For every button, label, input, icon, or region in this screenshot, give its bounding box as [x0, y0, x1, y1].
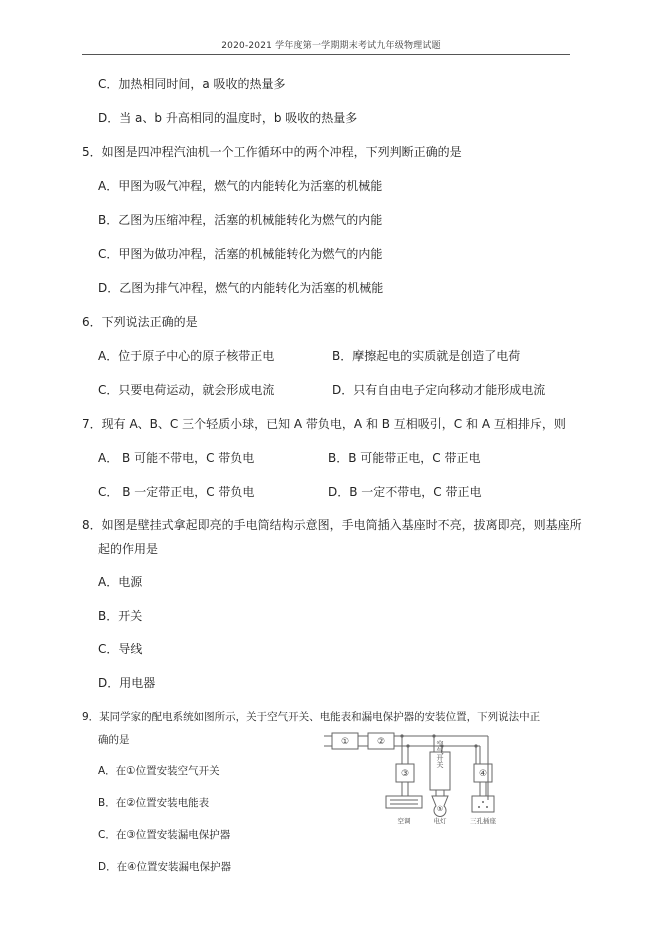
q9-option-b: B．在②位置安装电能表 — [98, 797, 210, 809]
q5-option-d: D．乙图为排气冲程，燃气的内能转化为活塞的机械能 — [98, 281, 384, 295]
lamp-mark-label: ⑤ — [436, 805, 444, 813]
q8-option-d: D．用电器 — [98, 676, 156, 690]
q7-stem: 7．现有 A、B、C 三个轻质小球，已知 A 带负电，A 和 B 互相吸引，C 和 A 互相排斥，则 — [82, 417, 566, 431]
position-1-label: ① — [340, 737, 350, 747]
position-4-label: ④ — [478, 769, 488, 779]
q7-option-d: D．B 一定不带电，C 带正电 — [328, 485, 482, 499]
q9-option-d: D．在④位置安装漏电保护器 — [98, 861, 231, 873]
q9-option-a: A．在①位置安装空气开关 — [98, 765, 220, 777]
lamp-label: 电灯 — [433, 817, 447, 825]
position-3-label: ③ — [400, 769, 410, 779]
q6-option-d: D．只有自由电子定向移动才能形成电流 — [332, 383, 546, 397]
q4-option-c: C．加热相同时间，a 吸收的热量多 — [98, 77, 286, 91]
q9-stem-line1: 9．某同学家的配电系统如图所示，关于空气开关、电能表和漏电保护器的安装位置，下列说法中正 — [82, 711, 541, 723]
position-2-label: ② — [376, 737, 386, 747]
q8-option-a: A．电源 — [98, 575, 143, 589]
air-switch-label: 空气开关 — [436, 740, 444, 768]
q8-stem-line2: 起的作用是 — [98, 542, 159, 556]
q7-option-a: A． B 可能不带电，C 带负电 — [98, 451, 255, 465]
socket-label: 三孔插座 — [470, 817, 496, 825]
q5-option-a: A．甲图为吸气冲程，燃气的内能转化为活塞的机械能 — [98, 179, 383, 193]
q5-stem: 5．如图是四冲程汽油机一个工作循环中的两个冲程，下列判断正确的是 — [82, 145, 462, 159]
q8-option-b: B．开关 — [98, 609, 143, 623]
page-header: 2020-2021 学年度第一学期期末考试九年级物理试题 — [221, 41, 441, 51]
q9-stem-line2: 确的是 — [98, 734, 130, 746]
air-conditioner-shape — [386, 796, 422, 808]
q8-option-c: C．导线 — [98, 642, 143, 656]
air-conditioner-label: 空调 — [397, 817, 411, 825]
q6-option-b: B．摩擦起电的实质就是创造了电荷 — [332, 349, 521, 363]
q8-stem-line1: 8．如图是壁挂式拿起即亮的手电筒结构示意图，手电筒插入基座时不亮，拔离即亮，则基座所 — [82, 518, 582, 532]
q6-option-a: A．位于原子中心的原子核带正电 — [98, 349, 275, 363]
q7-option-c: C． B 一定带正电，C 带负电 — [98, 485, 255, 499]
socket-shape — [472, 796, 494, 812]
distribution-circuit-figure — [322, 724, 498, 832]
q7-option-b: B．B 可能带正电，C 带正电 — [328, 451, 481, 465]
q5-option-c: C．甲图为做功冲程，活塞的机械能转化为燃气的内能 — [98, 247, 383, 261]
q5-option-b: B．乙图为压缩冲程，活塞的机械能转化为燃气的内能 — [98, 213, 383, 227]
q6-option-c: C．只要电荷运动，就会形成电流 — [98, 383, 275, 397]
header-rule — [82, 54, 570, 55]
q9-option-c: C．在③位置安装漏电保护器 — [98, 829, 231, 841]
q4-option-d: D．当 a、b 升高相同的温度时，b 吸收的热量多 — [98, 111, 358, 125]
q6-stem: 6．下列说法正确的是 — [82, 315, 198, 329]
